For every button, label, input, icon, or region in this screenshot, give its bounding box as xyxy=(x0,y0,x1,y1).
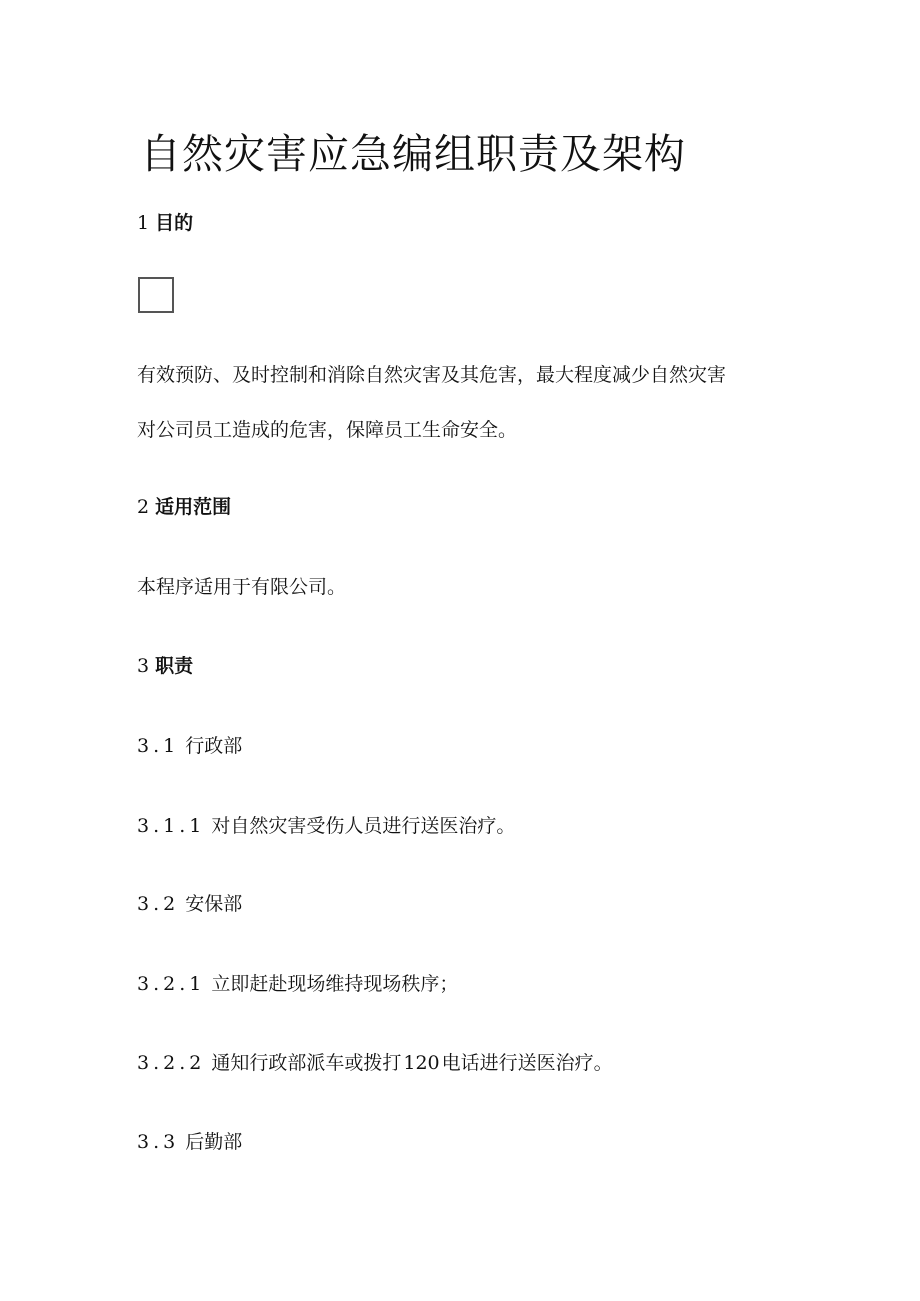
checkbox[interactable] xyxy=(138,277,174,313)
subsection-title: 安保部 xyxy=(185,893,243,915)
section-number: 1 xyxy=(137,212,150,234)
subsection-title: 行政部 xyxy=(185,735,243,757)
purpose-line-2: 对公司员工造成的危害，保障员工生命安全。 xyxy=(137,419,518,441)
subsection-number: 3.2 xyxy=(137,893,180,915)
item-3-1-1 xyxy=(137,813,515,839)
subsection-administration xyxy=(137,733,242,759)
item-number: 3.1.1 xyxy=(137,815,206,837)
item-text-before: 通知行政部派车或拨打 xyxy=(211,1052,402,1074)
item-number: 3.2.1 xyxy=(137,973,206,995)
section-heading-scope xyxy=(137,494,231,520)
phone-number: 120 xyxy=(403,1052,440,1074)
section-title: 职责 xyxy=(155,655,194,677)
item-text-after: 电话进行送医治疗。 xyxy=(441,1052,613,1074)
subsection-title: 后勤部 xyxy=(185,1131,243,1153)
subsection-logistics xyxy=(137,1129,242,1155)
scope-text: 本程序适用于有限公司。 xyxy=(137,576,347,598)
purpose-line-1: 有效预防、及时控制和消除自然灾害及其危害，最大程度减少自然灾害 xyxy=(137,364,727,386)
section-heading-purpose xyxy=(137,210,193,236)
section-heading-responsibilities xyxy=(137,653,193,679)
subsection-number: 3.1 xyxy=(137,735,180,757)
subsection-number: 3.3 xyxy=(137,1131,180,1153)
subsection-security xyxy=(137,891,242,917)
section-number: 3 xyxy=(137,655,150,677)
item-3-2-2 xyxy=(137,1050,613,1076)
item-3-2-1 xyxy=(137,971,458,997)
item-text: 对自然灾害受伤人员进行送医治疗。 xyxy=(211,815,516,837)
section-title: 目的 xyxy=(155,212,194,234)
document-title: 自然灾害应急编组职责及架构 xyxy=(140,130,686,178)
section-number: 2 xyxy=(137,496,150,518)
item-text: 立即赶赴现场维持现场秩序； xyxy=(211,973,459,995)
item-number: 3.2.2 xyxy=(137,1052,206,1074)
section-title: 适用范围 xyxy=(155,496,232,518)
